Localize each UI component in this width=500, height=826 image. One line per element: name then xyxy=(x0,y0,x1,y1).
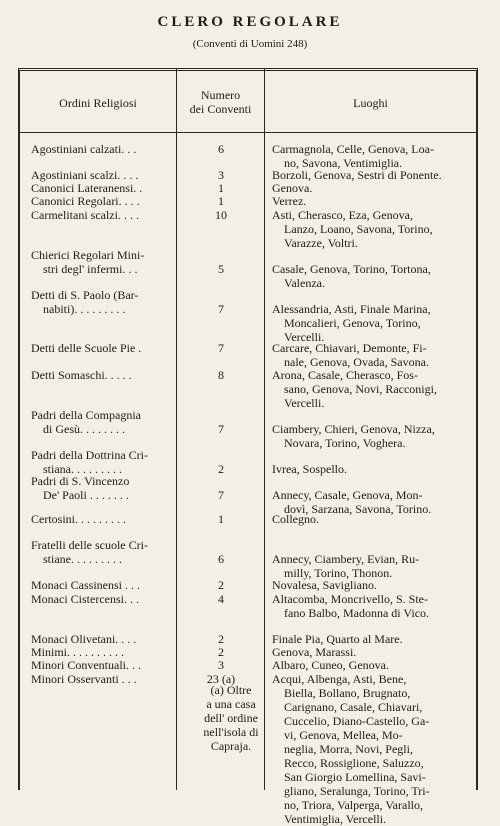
order-name xyxy=(31,645,176,659)
order-name xyxy=(31,142,176,156)
places-line: no, Triora, Valperga, Varallo, xyxy=(284,798,423,812)
places-cell xyxy=(272,645,470,659)
column-divider xyxy=(264,68,265,790)
header-count xyxy=(177,88,264,116)
order-name xyxy=(31,474,176,502)
places-cell xyxy=(272,302,470,344)
places-line: Collegno. xyxy=(272,512,319,526)
convent-count: 5 xyxy=(218,262,224,276)
places-line: sano, Genova, Novi, Racconigi, xyxy=(284,382,437,396)
order-name xyxy=(31,672,176,686)
order-name-line: Agostiniani scalzi. . . . xyxy=(31,168,139,182)
order-name-line: Minimi. . . . . . . . . . xyxy=(31,645,125,659)
header-places: Luoghi xyxy=(353,96,388,110)
places-cell xyxy=(272,341,470,369)
order-name-line: Detti delle Scuole Pie . xyxy=(31,341,142,355)
places-line: nale, Genova, Ovada, Savona. xyxy=(284,355,429,369)
order-name-line: Canonici Regolari. . . . xyxy=(31,194,140,208)
places-cell xyxy=(272,194,470,208)
footnote xyxy=(196,683,266,753)
places-line: vi, Genova, Mellea, Mo- xyxy=(284,728,403,742)
places-cell xyxy=(272,512,470,526)
convent-count: 2 xyxy=(218,462,224,476)
order-name-line: Agostiniani calzati. . . xyxy=(31,142,137,156)
convent-count: 7 xyxy=(218,488,224,502)
order-name-line: Certosini. . . . . . . . . xyxy=(31,512,126,526)
convent-count: 2 xyxy=(218,578,224,592)
places-line: Genova. xyxy=(272,181,313,195)
places-line: Novara, Torino, Voghera. xyxy=(284,436,406,450)
places-cell xyxy=(272,368,470,410)
places-line: Carignano, Casale, Chiavari, xyxy=(284,700,423,714)
order-name-line: Carmelitani scalzi. . . . xyxy=(31,208,139,222)
header-orders: Ordini Religiosi xyxy=(59,96,137,110)
order-name xyxy=(31,538,176,566)
order-name xyxy=(31,592,176,606)
order-name xyxy=(31,408,176,436)
places-line: Vercelli. xyxy=(284,396,325,410)
order-name xyxy=(31,208,176,222)
convent-count: 3 xyxy=(218,658,224,672)
order-name xyxy=(31,248,176,276)
convent-count: 7 xyxy=(218,422,224,436)
places-line: Ivrea, Sospello. xyxy=(272,462,347,476)
places-line: neglia, Morra, Novi, Pegli, xyxy=(284,742,413,756)
order-name-line: Minori Osservanti . . . xyxy=(31,672,137,686)
places-cell xyxy=(272,208,470,250)
order-name xyxy=(31,632,176,646)
footnote-line: (a) Oltre xyxy=(210,683,252,697)
places-cell xyxy=(272,262,470,290)
places-line: Moncalieri, Genova, Torino, xyxy=(284,316,421,330)
header-count-line2: dei Conventi xyxy=(189,102,252,116)
order-name xyxy=(31,658,176,672)
convent-count: 7 xyxy=(218,341,224,355)
order-name xyxy=(31,448,176,476)
order-name xyxy=(31,288,176,316)
places-line: Annecy, Casale, Genova, Mon- xyxy=(272,488,423,502)
convent-count: 1 xyxy=(218,181,224,195)
header-divider xyxy=(18,132,478,133)
convent-count: 1 xyxy=(218,194,224,208)
places-line: Ventimiglia, Vercelli. xyxy=(284,812,387,826)
places-cell xyxy=(272,462,470,476)
convent-count: 2 xyxy=(218,632,224,646)
places-line: Borzoli, Genova, Sestri di Ponente. xyxy=(272,168,442,182)
convent-count: 23 (a) xyxy=(206,672,236,686)
column-divider xyxy=(176,68,177,790)
footnote-line: nell'isola di xyxy=(203,725,259,739)
places-cell xyxy=(272,632,470,646)
order-name xyxy=(31,181,176,195)
footnote-line: a una casa xyxy=(206,697,256,711)
order-name-line: Canonici Lateranensi. . xyxy=(31,181,143,195)
convent-count: 8 xyxy=(218,368,224,382)
order-name-line: Monaci Cistercensi. . . xyxy=(31,592,139,606)
places-line: Recco, Rossiglione, Saluzzo, xyxy=(284,756,424,770)
places-line: Valenza. xyxy=(284,276,325,290)
page-subtitle: (Conventi di Uomini 248) xyxy=(192,38,308,50)
places-line: milly, Torino, Thonon. xyxy=(284,566,393,580)
places-line: dovì, Sarzana, Savona, Torino. xyxy=(284,502,432,516)
page-title: CLERO REGOLARE xyxy=(157,14,343,30)
order-name-line: Detti Somaschi. . . . . xyxy=(31,368,132,382)
places-line: Asti, Cherasco, Eza, Genova, xyxy=(272,208,413,222)
convent-count: 3 xyxy=(218,168,224,182)
places-cell xyxy=(272,552,470,580)
order-name-line: Monaci Cassinensi . . . xyxy=(31,578,140,592)
places-line: Casale, Genova, Torino, Tortona, xyxy=(272,262,431,276)
order-name-line: Padri della Dottrina Cri- xyxy=(31,448,148,462)
places-line: Alessandria, Asti, Finale Marina, xyxy=(272,302,431,316)
order-name-line: Detti di S. Paolo (Bar- xyxy=(31,288,139,302)
places-line: Ciambery, Chieri, Genova, Nizza, xyxy=(272,422,435,436)
places-line: Albaro, Cuneo, Genova. xyxy=(272,658,389,672)
places-line: Biella, Bollano, Brugnato, xyxy=(284,686,411,700)
order-name-line: Monaci Olivetani. . . . xyxy=(31,632,137,646)
order-name xyxy=(31,512,176,526)
order-name xyxy=(31,341,176,355)
order-name-line: Fratelli delle scuole Cri- xyxy=(31,538,148,552)
order-name-line: Padri della Compagnia xyxy=(31,408,141,422)
places-line: gliano, Seralunga, Torino, Tri- xyxy=(284,784,430,798)
convent-count: 7 xyxy=(218,302,224,316)
places-line: Altacomba, Moncrivello, S. Ste- xyxy=(272,592,428,606)
order-name xyxy=(31,194,176,208)
convent-count: 2 xyxy=(218,645,224,659)
order-name-line: di Gesù. . . . . . . . xyxy=(43,422,125,436)
order-name xyxy=(31,368,176,382)
convent-count: 6 xyxy=(218,142,224,156)
places-line: Acqui, Albenga, Asti, Bene, xyxy=(272,672,407,686)
header-count-line1: Numero xyxy=(200,88,241,102)
places-line: San Giorgio Lomellina, Savi- xyxy=(284,770,426,784)
order-name-line: Padri di S. Vincenzo xyxy=(31,474,130,488)
convent-count: 6 xyxy=(218,552,224,566)
places-cell xyxy=(272,168,470,182)
order-name xyxy=(31,578,176,592)
places-cell xyxy=(272,672,470,826)
places-cell xyxy=(272,578,470,592)
convent-count: 4 xyxy=(218,592,224,606)
places-line: Vercelli. xyxy=(284,330,325,344)
places-cell xyxy=(272,592,470,620)
places-line: fano Balbo, Madonna di Vico. xyxy=(284,606,430,620)
places-line: Finale Pia, Quarto al Mare. xyxy=(272,632,403,646)
footnote-line: Capraja. xyxy=(210,739,252,753)
places-cell xyxy=(272,658,470,672)
order-name-line: De' Paoli . . . . . . . xyxy=(43,488,129,502)
places-cell xyxy=(272,422,470,450)
places-line: Carcare, Chiavari, Demonte, Fi- xyxy=(272,341,427,355)
order-name-line: stri degl' infermi. . . xyxy=(43,262,138,276)
order-name-line: stiana. . . . . . . . . xyxy=(43,462,122,476)
places-line: Novalesa, Savigliano. xyxy=(272,578,377,592)
order-name-line: nabiti). . . . . . . . . xyxy=(43,302,126,316)
order-name xyxy=(31,168,176,182)
order-name-line: Chierici Regolari Mini- xyxy=(31,248,145,262)
places-cell xyxy=(272,142,470,170)
places-line: Genova, Marassi. xyxy=(272,645,357,659)
places-line: Varazze, Voltri. xyxy=(284,236,358,250)
places-line: Verrez. xyxy=(272,194,307,208)
places-line: Annecy, Ciambery, Evian, Ru- xyxy=(272,552,420,566)
convent-count: 1 xyxy=(218,512,224,526)
places-line: Cuccelio, Diano-Castello, Ga- xyxy=(284,714,430,728)
places-line: Arona, Casale, Cherasco, Fos- xyxy=(272,368,418,382)
order-name-line: Minori Conventuali. . . xyxy=(31,658,141,672)
places-line: Lanzo, Loano, Savona, Torino, xyxy=(284,222,433,236)
places-line: no, Savona, Ventimiglia. xyxy=(284,156,403,170)
order-name-line: stiane. . . . . . . . . xyxy=(43,552,122,566)
footnote-line: dell' ordine xyxy=(204,711,258,725)
places-line: Carmagnola, Celle, Genova, Loa- xyxy=(272,142,434,156)
places-cell xyxy=(272,181,470,195)
convent-count: 10 xyxy=(215,208,227,222)
